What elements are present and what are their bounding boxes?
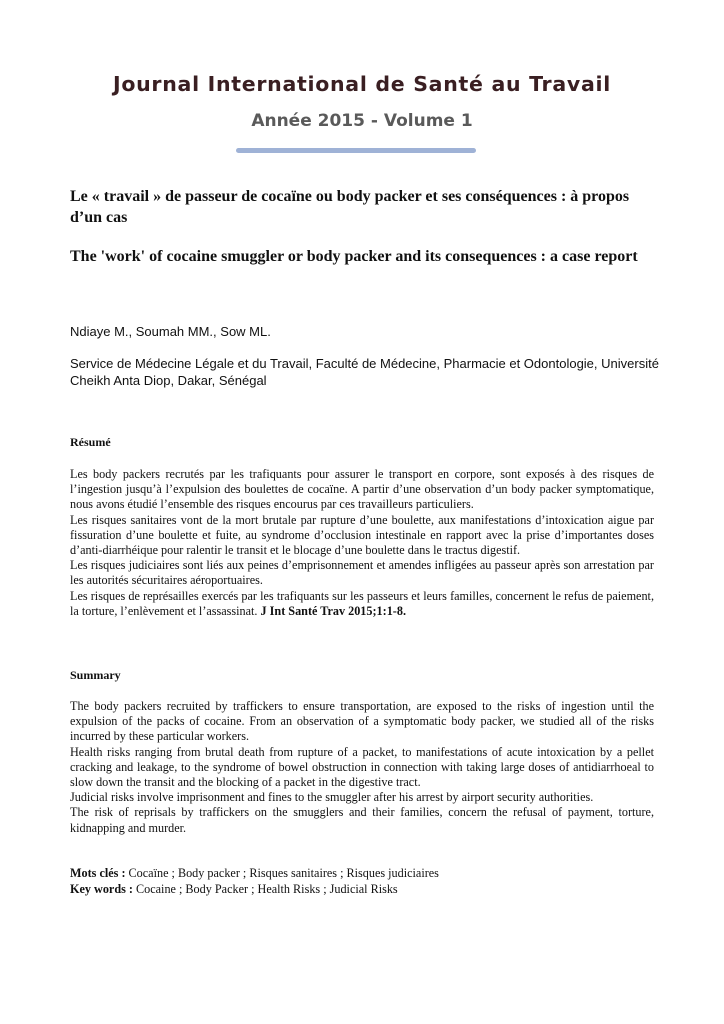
summary-paragraph-2: Health risks ranging from brutal death from rupture of a packet, to manifestations of acute intoxication by a pellet cracking and leakage, to the syndrome of bowel obstruction in connection with taking large doses of antidiarrhoeal to slow down the transit and the blocking of a packet in the digestive tract. bbox=[70, 744, 654, 790]
summary-paragraph-3: Judicial risks involve imprisonment and fines to the smuggler after his arrest by airport security authorities. bbox=[70, 790, 594, 805]
resume-paragraph-2: Les risques sanitaires vont de la mort brutale par rupture d’une boulette, aux manifestations d’intoxication aigue par fissuration d’une boulette et fuite, au syndrome d’occlusion intestinale en rapport avec la prise d’importantes doses d’anti-diarrhéique pour ralentir le transit et le blocage d’une boulette dans le tractus digestif. bbox=[70, 512, 654, 558]
article-title-fr: Le « travail » de passeur de cocaïne ou body packer et ses conséquences : à propos d’un cas bbox=[70, 188, 630, 226]
journal-title: Journal International de Santé au Travail bbox=[113, 72, 611, 96]
summary-paragraph-4: The risk of reprisals by traffickers on the smugglers and their families, concern the refusal of payment, torture, kidnapping and murder. bbox=[70, 805, 654, 835]
keywords-block bbox=[70, 866, 654, 897]
summary-body bbox=[70, 699, 654, 836]
authors: Ndiaye M., Soumah MM., Sow ML. bbox=[70, 324, 271, 339]
citation: J Int Santé Trav 2015;1:1-8. bbox=[260, 603, 406, 618]
resume-body bbox=[70, 467, 654, 619]
keywords-en bbox=[70, 882, 654, 898]
resume-paragraph-1: Les body packers recrutés par les trafiquants pour assurer le transport en corpore, sont exposés à des risques de l’ingestion jusqu’à l’expulsion des boulettes de cocaïne. A partir d’une observation d’un body packer symptomatique, nous avons étudié l’ensemble des risques encourus par ces travailleurs particuliers. bbox=[70, 467, 654, 512]
resume-paragraph-4 bbox=[70, 589, 654, 619]
header-divider bbox=[236, 148, 476, 153]
affiliation: Service de Médecine Légale et du Travail, Faculté de Médecine, Pharmacie et Odontologie, Université Cheikh Anta Diop, Dakar, Sénégal bbox=[70, 356, 659, 388]
keywords-fr-values: Cocaïne ; Body packer ; Risques sanitaires ; Risques judiciaires bbox=[125, 866, 439, 880]
journal-volume: Année 2015 - Volume 1 bbox=[251, 111, 473, 131]
summary-paragraph-1: The body packers recruited by traffickers to ensure transportation, are exposed to the risks of ingestion until the expulsion of the packs of cocaine. From an observation of a symptomatic body packer, we studied all of the risks incurred by these particular workers. bbox=[70, 699, 654, 744]
resume-heading: Résumé bbox=[70, 435, 111, 449]
keywords-en-label: Key words : bbox=[70, 881, 133, 896]
resume-paragraph-3: Les risques judiciaires sont liés aux peines d’emprisonnement et amendes infligées au passeur après son arrestation par les autorités sécuritaires aéroportuaires. bbox=[70, 558, 654, 588]
article-title-en: The 'work' of cocaine smuggler or body packer and its consequences : a case report bbox=[70, 248, 638, 265]
summary-heading: Summary bbox=[70, 668, 121, 682]
keywords-fr-label: Mots clés : bbox=[70, 866, 126, 880]
keywords-fr bbox=[70, 866, 654, 882]
keywords-en-values: Cocaine ; Body Packer ; Health Risks ; Judicial Risks bbox=[132, 881, 398, 896]
resume-paragraph-4-text: Les risques de représailles exercés par les trafiquants sur les passeurs et leurs familles, concernent le refus de paiement, la torture, l’enlèvement et l’assassinat. bbox=[70, 588, 654, 618]
